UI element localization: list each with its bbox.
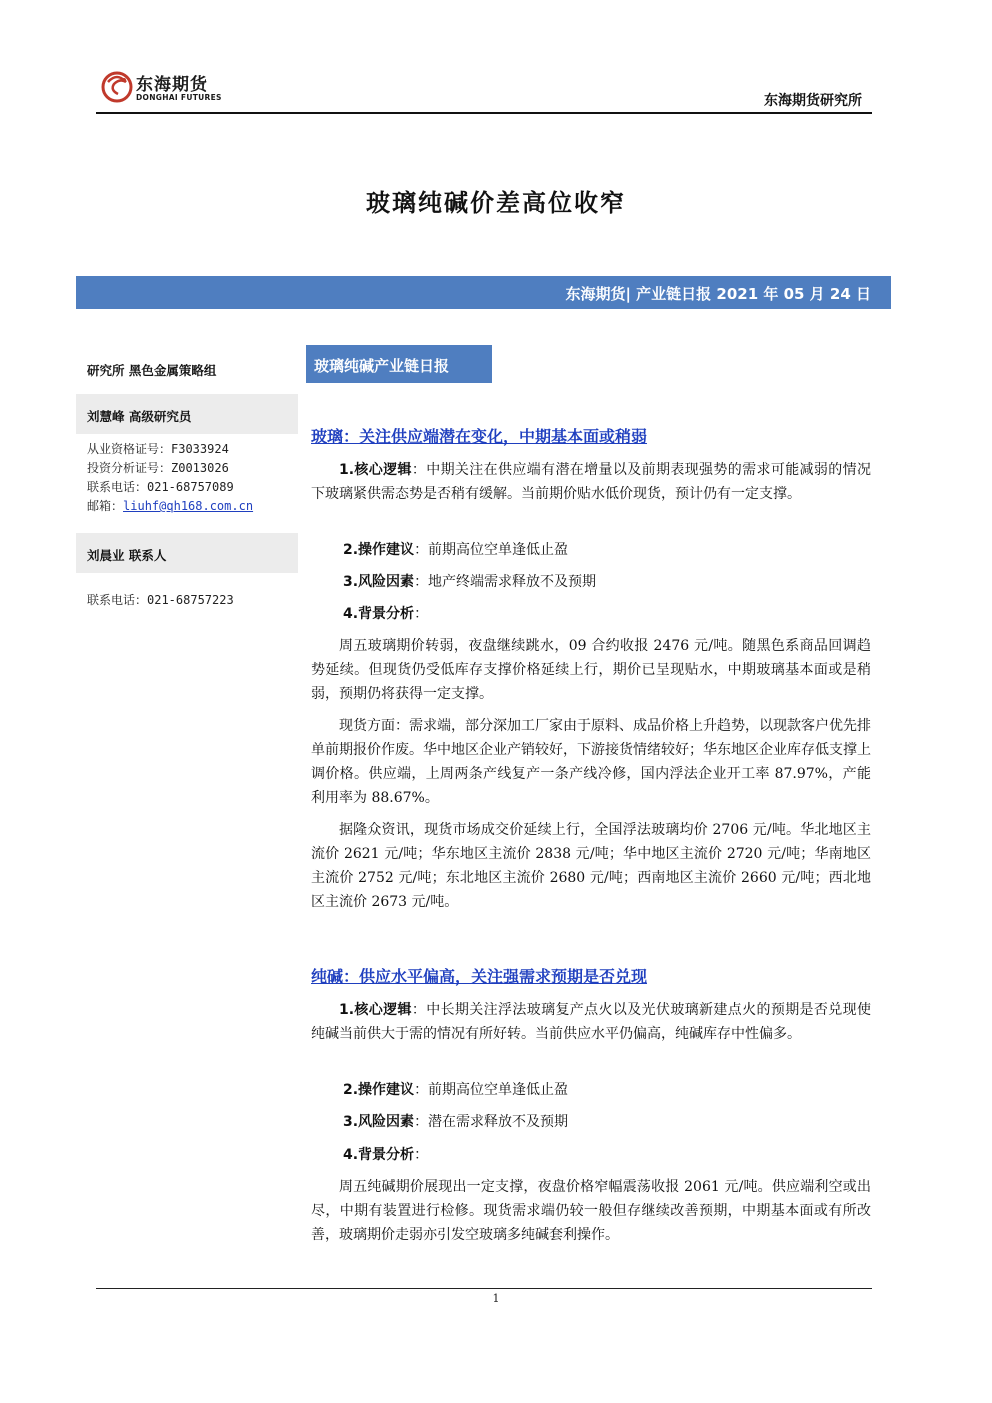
sidebar-analyst1-invest-cert: 投资分析证号：Z0013026 xyxy=(87,461,229,475)
glass-bg-colon: ： xyxy=(414,606,429,622)
glass-bg-label: 4.背景分析 xyxy=(343,606,415,622)
glass-core-logic xyxy=(311,458,871,506)
sidebar-analyst2-phone: 联系电话：021-68757223 xyxy=(87,593,234,607)
page-number: 1 xyxy=(492,1292,500,1305)
soda-heading: 纯碱：供应水平偏高，关注强需求预期是否兑现 xyxy=(311,967,648,986)
soda-paragraph-1: 周五纯碱期价展现出一定支撑，夜盘价格窄幅震荡收报 2061 元/吨。供应端利空或出尽，中期有装置进行检修。现货需求端仍较一般但存继续改善预期，中期基本面或有所改善，玻璃期价走弱亦引发空玻璃多纯碱套利操作。 xyxy=(311,1179,871,1243)
logo-chinese-text: 东海期货 xyxy=(136,75,208,95)
soda-operation xyxy=(343,1078,568,1102)
soda-op-text: ：前期高位空单逢低止盈 xyxy=(414,1082,569,1098)
banner-text: 东海期货| 产业链日报 2021 年 05 月 24 日 xyxy=(565,285,871,303)
institute-name: 东海期货研究所 xyxy=(764,93,862,109)
sidebar-analyst1-email xyxy=(87,497,253,514)
sidebar-analyst1-phone: 联系电话：021-68757089 xyxy=(87,480,234,494)
sidebar-analyst1-name: 刘慧峰 高级研究员 xyxy=(87,409,192,424)
section-tab-label: 玻璃纯碱产业链日报 xyxy=(314,357,450,375)
glass-op-text: ：前期高位空单逢低止盈 xyxy=(414,542,569,558)
glass-operation xyxy=(343,538,568,562)
sidebar-analyst1-cert: 从业资格证号：F3033924 xyxy=(87,442,229,456)
soda-op-label: 2.操作建议 xyxy=(343,1082,415,1098)
sidebar-analyst2-name: 刘晨业 联系人 xyxy=(87,548,167,563)
soda-bg-colon: ： xyxy=(414,1147,429,1163)
report-title: 玻璃纯碱价差高位收窄 xyxy=(366,189,626,217)
glass-core-text: ：中期关注在供应端有潜在增量以及前期表现强势的需求可能减弱的情况下玻璃紧供需态势是否稍有缓解。当前期价贴水低价现货，预计仍有一定支撑。 xyxy=(311,462,871,502)
logo-english-text: DONGHAI FUTURES xyxy=(136,93,222,102)
section-tab xyxy=(306,345,492,383)
glass-heading: 玻璃：关注供应端潜在变化，中期基本面或稍弱 xyxy=(311,427,648,446)
glass-paragraph-2: 现货方面：需求端，部分深加工厂家由于原料、成品价格上升趋势，以现款客户优先排单前期报价作废。华中地区企业产销较好，下游接货情绪较好；华东地区企业库存低支撑上调价格。供应端，上周两条产线复产一条产线冷修，国内浮法企业开工率 87.97%，产能利用率为 88.67%。 xyxy=(311,718,871,806)
dragon-logo-icon xyxy=(100,68,134,106)
glass-background xyxy=(343,602,428,626)
sidebar-dept: 研究所 黑色金属策略组 xyxy=(87,363,217,378)
soda-core-label: 1.核心逻辑 xyxy=(339,1002,412,1018)
soda-risk xyxy=(343,1110,568,1134)
header-divider xyxy=(96,112,872,114)
soda-bg-label: 4.背景分析 xyxy=(343,1147,415,1163)
glass-risk-label: 3.风险因素 xyxy=(343,574,415,590)
glass-paragraph-3: 据隆众资讯，现货市场成交价延续上行，全国浮法玻璃均价 2706 元/吨。华北地区主流价 2621 元/吨；华东地区主流价 2838 元/吨；华中地区主流价 2720 元/吨；华南地区主流价 2752 元/吨；东北地区主流价 2680 元/吨；西南地区主流价 2660 元/吨；西北地区主流价 2673 元/吨。 xyxy=(311,822,871,910)
glass-risk xyxy=(343,570,596,594)
soda-risk-label: 3.风险因素 xyxy=(343,1114,415,1130)
date-banner xyxy=(76,276,891,309)
soda-core-logic xyxy=(311,998,871,1046)
soda-background xyxy=(343,1143,428,1167)
glass-op-label: 2.操作建议 xyxy=(343,542,415,558)
email-label: 邮箱： xyxy=(87,499,124,513)
glass-paragraph-1: 周五玻璃期价转弱，夜盘继续跳水，09 合约收报 2476 元/吨。随黑色系商品回调趋势延续。但现货仍受低库存支撑价格延续上行，期价已呈现贴水，中期玻璃基本面或是稍弱，预期仍将获得一定支撑。 xyxy=(311,638,871,702)
soda-core-text: ：中长期关注浮法玻璃复产点火以及光伏玻璃新建点火的预期是否兑现使纯碱当前供大于需的情况有所好转。当前供应水平仍偏高，纯碱库存中性偏多。 xyxy=(311,1002,871,1042)
footer-divider xyxy=(96,1288,872,1289)
soda-risk-text: ：潜在需求释放不及预期 xyxy=(414,1114,569,1130)
company-logo xyxy=(96,66,256,110)
glass-risk-text: ：地产终端需求释放不及预期 xyxy=(414,574,597,590)
glass-core-label: 1.核心逻辑 xyxy=(339,462,412,478)
email-link[interactable]: liuhf@qh168.com.cn xyxy=(123,499,254,513)
